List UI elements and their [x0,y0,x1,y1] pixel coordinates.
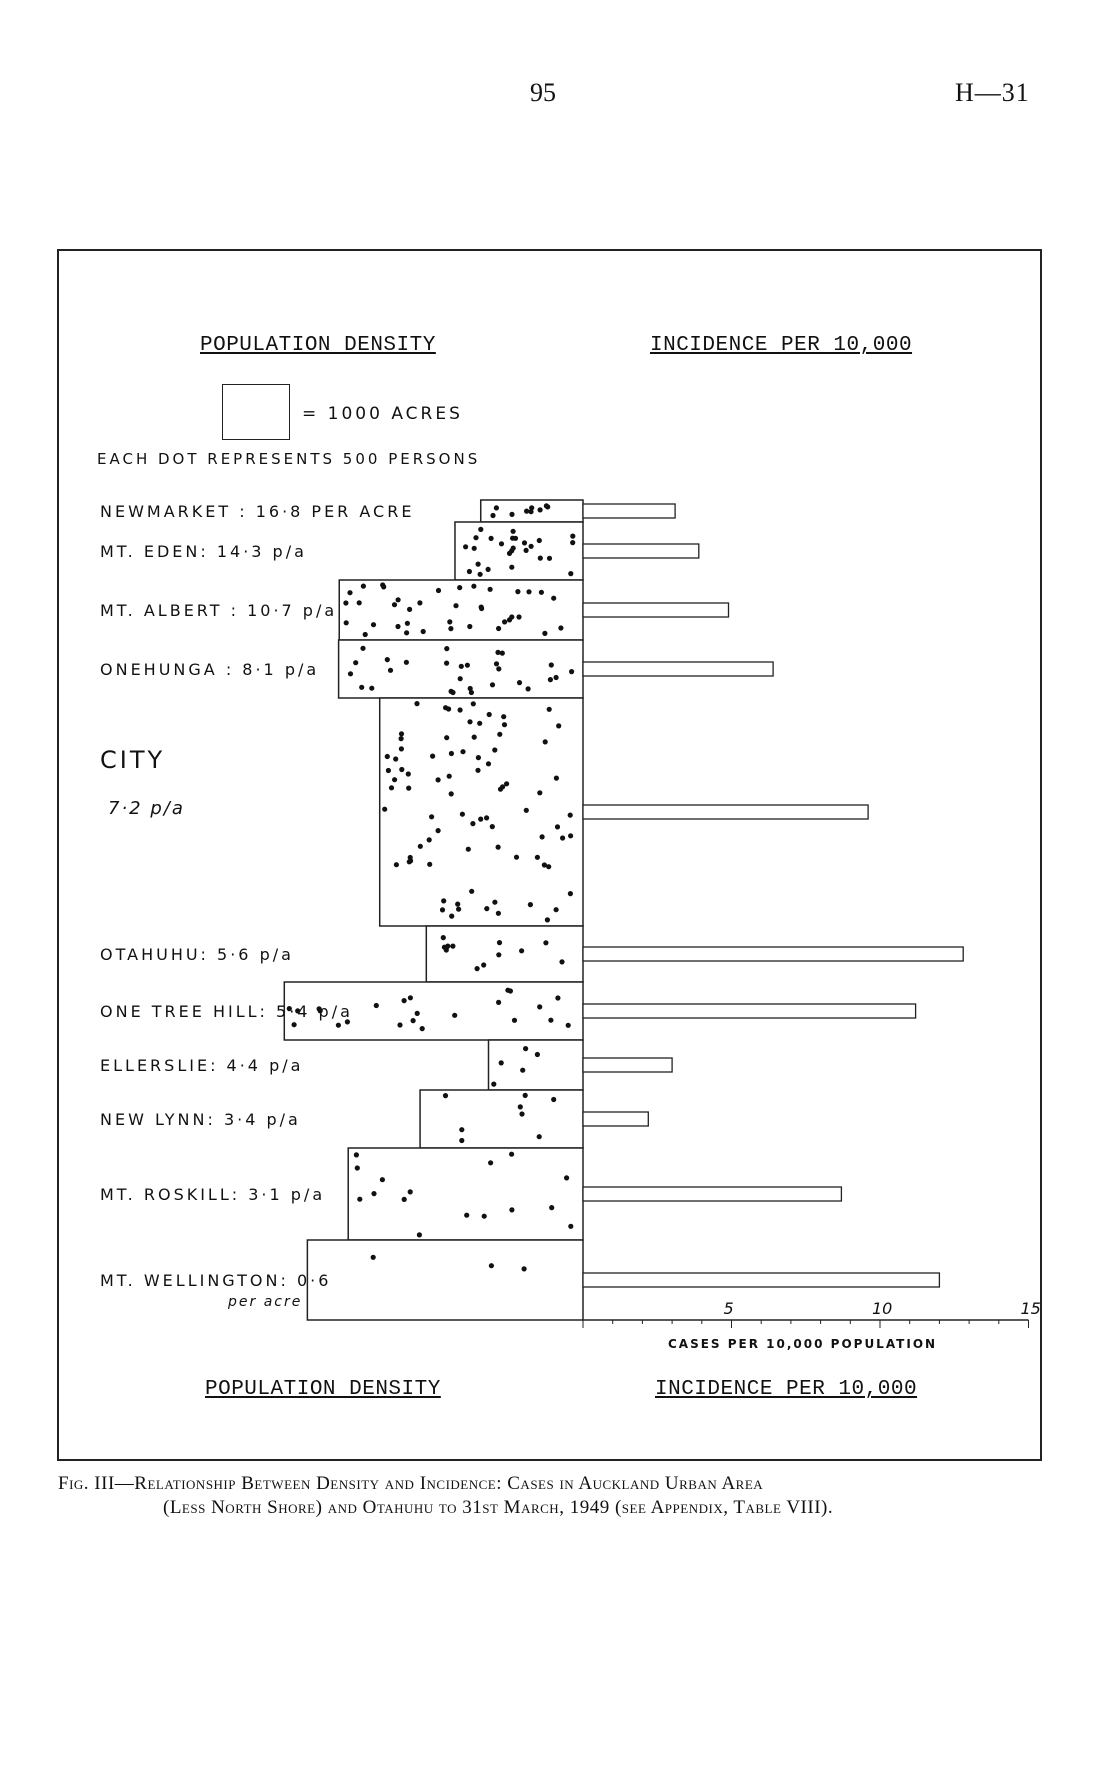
population-dot [509,512,514,517]
population-dot [489,536,494,541]
population-dot [427,837,432,842]
population-dot [406,786,411,791]
population-dot [353,660,358,665]
population-dot [524,808,529,813]
population-dot [354,1152,359,1157]
population-dot [448,626,453,631]
population-dot [405,621,410,626]
population-dot [471,584,476,589]
population-dot [399,736,404,741]
population-dot [466,847,471,852]
population-dot [414,701,419,706]
population-dot [496,911,501,916]
district-label: OTAHUHU: 5·6 p/a [100,945,294,964]
population-dot [355,1165,360,1170]
population-dot [292,1022,297,1027]
population-dot [515,589,520,594]
population-dot [399,731,404,736]
population-dot [488,587,493,592]
population-dot [447,619,452,624]
population-dot [554,675,559,680]
population-dot [568,571,573,576]
population-dot [360,646,365,651]
population-dot [404,660,409,665]
population-dot [389,785,394,790]
population-dot [467,569,472,574]
population-dot [535,1052,540,1057]
population-dot [402,998,407,1003]
population-dot [540,834,545,839]
population-dot [492,900,497,905]
population-dot [467,719,472,724]
population-dot [343,600,348,605]
population-dot [568,833,573,838]
population-dot [535,855,540,860]
population-dot [502,619,507,624]
population-dot [564,1175,569,1180]
population-dot [449,791,454,796]
header-incidence: INCIDENCE PER 10,000 [650,334,913,357]
population-dot [385,754,390,759]
caption-line-1: Fig. III—Relationship Between Density and Incidence: Cases in Auckland Urban Area [58,1473,764,1494]
population-dot [420,1026,425,1031]
population-dot [549,662,554,667]
population-dot [520,1068,525,1073]
population-dot [490,682,495,687]
population-dot [421,629,426,634]
population-dot [357,600,362,605]
population-dot [393,756,398,761]
population-dot [537,790,542,795]
population-dot [509,614,514,619]
population-dot [359,685,364,690]
population-dot [478,817,483,822]
population-dot [558,625,563,630]
population-dot [464,1213,469,1218]
population-dot [551,1097,556,1102]
caption-line-2: (Less North Shore) and Otahuhu to 31st March, 1949 (see Appendix, Table VIII). [163,1497,834,1518]
population-dot [554,776,559,781]
population-dot [514,855,519,860]
population-dot [455,902,460,907]
population-dot [380,1177,385,1182]
population-dot [543,739,548,744]
district-sublabel: per acre [228,1294,303,1310]
population-dot [458,676,463,681]
population-dot [465,663,470,668]
population-dot [475,966,480,971]
district-label: ONE TREE HILL: 5·4 p/a [100,1002,353,1021]
population-dot [504,781,509,786]
population-dot [476,562,481,567]
population-dot [459,664,464,669]
population-dot [555,995,560,1000]
population-dot [517,680,522,685]
population-dot [496,952,501,957]
population-dot [396,597,401,602]
population-dot [440,907,445,912]
x-tick-label: 5 [723,1299,734,1318]
population-dot [518,1104,523,1109]
density-block [420,1090,583,1148]
population-dot [371,622,376,627]
population-dot [546,864,551,869]
population-dot [499,1060,504,1065]
population-dot [513,536,518,541]
population-dot [415,1011,420,1016]
population-dot [394,862,399,867]
population-dot [444,735,449,740]
population-dot [388,668,393,673]
population-dot [408,995,413,1000]
population-dot [443,1093,448,1098]
population-dot [407,607,412,612]
population-dot [524,509,529,514]
population-dot [551,596,556,601]
population-dot [490,513,495,518]
population-dot [436,777,441,782]
density-block [426,926,583,982]
population-dot [545,917,550,922]
population-dot [460,749,465,754]
population-dot [526,686,531,691]
population-dot [547,556,552,561]
population-dot [397,1022,402,1027]
page-reference: H—31 [955,78,1030,107]
density-block [339,640,583,698]
population-dot [494,505,499,510]
population-dot [497,940,502,945]
population-dot [459,1138,464,1143]
population-dot [386,768,391,773]
population-dot [441,935,446,940]
population-dot [568,1224,573,1229]
population-dot [418,844,423,849]
population-dot [529,544,534,549]
incidence-bar [583,1004,916,1018]
population-dot [347,590,352,595]
population-dot [429,814,434,819]
population-dot [348,671,353,676]
population-dot [395,624,400,629]
population-dot [490,824,495,829]
population-dot [471,701,476,706]
population-dot [549,1205,554,1210]
population-dot [486,567,491,572]
population-dot [566,1023,571,1028]
population-dot [380,582,385,587]
population-dot [539,590,544,595]
population-dot [404,630,409,635]
population-dot [570,534,575,539]
population-dot [369,686,374,691]
density-block [380,698,583,926]
population-dot [548,677,553,682]
population-dot [344,620,349,625]
population-dot [361,584,366,589]
incidence-bar [583,805,868,819]
population-dot [457,585,462,590]
footer-population-density: POPULATION DENSITY [205,1378,441,1401]
population-dot [510,529,515,534]
population-dot [478,527,483,532]
population-dot [406,771,411,776]
population-dot [478,572,483,577]
population-dot [554,907,559,912]
population-dot [482,1214,487,1219]
population-dot [444,947,449,952]
population-dot [470,821,475,826]
population-dot [363,632,368,637]
population-dot [555,824,560,829]
density-block [307,1240,583,1320]
population-dot [497,732,502,737]
population-dot [449,751,454,756]
population-dot [444,646,449,651]
population-dot [385,657,390,662]
population-dot [477,721,482,726]
incidence-bar [583,1112,648,1126]
population-dot [463,544,468,549]
population-dot [486,761,491,766]
population-dot [569,669,574,674]
population-dot [509,1152,514,1157]
population-dot [484,815,489,820]
population-dot [456,907,461,912]
population-dot [475,768,480,773]
population-dot [568,891,573,896]
population-dot [528,902,533,907]
population-dot [450,690,455,695]
population-dot [519,948,524,953]
incidence-bar [583,1273,939,1287]
population-dot [453,603,458,608]
population-dot [511,546,516,551]
population-dot [427,862,432,867]
district-label: MT. WELLINGTON: 0·6 [100,1271,332,1290]
population-dot [392,602,397,607]
district-label: MT. EDEN: 14·3 p/a [100,542,307,561]
density-block [348,1148,583,1240]
district-label: ELLERSLIE: 4·4 p/a [100,1056,304,1075]
figure-caption [58,1472,1048,1520]
population-dot [459,1127,464,1132]
legend-acre-text: = 1000 ACRES [302,404,463,424]
population-dot [559,959,564,964]
population-dot [436,828,441,833]
population-dot [479,606,484,611]
population-dot [502,722,507,727]
population-dot [496,1000,501,1005]
population-dot [371,1191,376,1196]
district-label: MT. ALBERT : 10·7 p/a [100,601,338,620]
population-dot [484,906,489,911]
population-dot [560,835,565,840]
population-dot [472,546,477,551]
population-dot [489,1263,494,1268]
population-dot [469,690,474,695]
district-label: CITY [100,746,166,774]
district-label: NEW LYNN: 3·4 p/a [100,1110,301,1129]
population-dot [545,504,550,509]
incidence-bar [583,504,675,518]
population-dot [509,1207,514,1212]
population-dot [458,707,463,712]
population-dot [487,712,492,717]
population-dot [371,1255,376,1260]
population-dot [402,1197,407,1202]
population-dot [542,631,547,636]
incidence-bar [583,1058,672,1072]
population-dot [488,1160,493,1165]
population-dot [460,812,465,817]
population-dot [491,1082,496,1087]
population-dot [408,1189,413,1194]
population-dot [417,1232,422,1237]
population-dot [568,813,573,818]
incidence-bar [583,603,729,617]
district-label: NEWMARKET : 16·8 PER ACRE [100,502,415,521]
population-dot [524,548,529,553]
x-tick-label: 15 [1020,1299,1041,1318]
incidence-bar [583,1187,841,1201]
population-dot [447,774,452,779]
population-dot [512,1018,517,1023]
x-axis-label: CASES PER 10,000 POPULATION [668,1337,938,1351]
population-dot [537,1004,542,1009]
population-dot [529,505,534,510]
legend-dot-text: EACH DOT REPRESENTS 500 PERSONS [97,450,481,468]
population-dot [446,706,451,711]
population-dot [444,661,449,666]
population-dot [436,588,441,593]
header-population-density: POPULATION DENSITY [200,334,436,357]
incidence-bar [583,947,963,961]
population-dot [473,535,478,540]
population-dot [467,624,472,629]
population-dot [408,855,413,860]
population-dot [499,541,504,546]
population-dot [452,1013,457,1018]
population-dot [547,707,552,712]
population-dot [336,1023,341,1028]
population-dot [537,1134,542,1139]
population-dot [522,1266,527,1271]
population-dot [476,755,481,760]
population-dot [450,944,455,949]
population-dot [548,1018,553,1023]
footer-incidence: INCIDENCE PER 10,000 [655,1378,918,1401]
population-dot [392,777,397,782]
population-dot [500,651,505,656]
population-dot [509,565,514,570]
population-dot [523,1093,528,1098]
population-dot [382,807,387,812]
population-dot [543,940,548,945]
population-dot [538,556,543,561]
population-dot [469,889,474,894]
population-dot [526,589,531,594]
population-dot [501,714,506,719]
population-dot [519,1111,524,1116]
district-label: ONEHUNGA : 8·1 p/a [100,660,320,679]
population-dot [481,962,486,967]
population-dot [496,626,501,631]
population-dot [441,898,446,903]
population-dot [417,600,422,605]
population-dot [523,1046,528,1051]
population-dot [472,735,477,740]
population-dot [496,845,501,850]
population-dot [492,747,497,752]
population-dot [538,507,543,512]
population-dot [411,1018,416,1023]
population-dot [522,540,527,545]
population-dot [399,746,404,751]
density-block [455,522,583,580]
x-tick-label: 10 [872,1299,893,1318]
population-dot [357,1197,362,1202]
population-dot [374,1003,379,1008]
population-dot [570,540,575,545]
population-dot [516,614,521,619]
district-sublabel: 7·2 p/a [108,798,185,819]
incidence-bar [583,662,773,676]
population-dot [496,666,501,671]
page-number: 95 [530,78,556,107]
incidence-bar [583,544,699,558]
population-dot [508,988,513,993]
population-dot [537,538,542,543]
population-dot [556,723,561,728]
population-dot [449,914,454,919]
population-dot [430,754,435,759]
population-dot [494,661,499,666]
district-label: MT. ROSKILL: 3·1 p/a [100,1185,326,1204]
population-dot [399,767,404,772]
